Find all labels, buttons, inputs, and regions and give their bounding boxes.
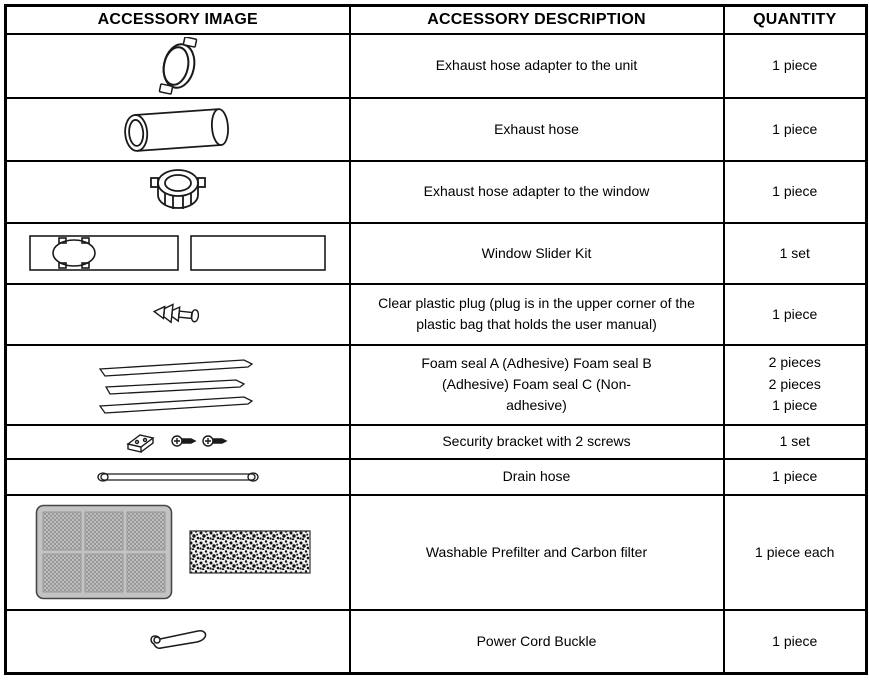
accessory-description: Window Slider Kit	[481, 244, 592, 261]
drain-hose-icon	[94, 470, 262, 484]
accessory-description: Exhaust hose adapter to the unit	[435, 57, 638, 73]
quantity-value: 2 pieces	[768, 353, 821, 370]
accessory-description-cell	[350, 345, 724, 425]
table-row	[6, 161, 867, 223]
table-row	[6, 98, 867, 161]
quantity-value: 1 piece each	[755, 543, 835, 560]
accessory-description-cell	[350, 98, 724, 161]
quantity-value: 1 set	[779, 433, 810, 449]
accessory-image-cell	[6, 284, 350, 345]
table-row	[6, 495, 867, 610]
accessory-description-cell	[350, 495, 724, 610]
window-slider-kit-icon	[29, 231, 327, 275]
quantity-cell	[724, 495, 867, 610]
quantity-cell	[724, 161, 867, 223]
accessory-image-cell	[6, 459, 350, 495]
quantity-value: 1 piece	[772, 397, 818, 414]
power-cord-buckle-icon	[146, 624, 210, 658]
accessory-description: Clear plastic plug (plug is in the upper corner of the plastic bag that holds the user manual)	[378, 295, 695, 332]
accessory-image-cell	[6, 223, 350, 284]
table-row	[6, 610, 867, 674]
filters-image-group	[9, 504, 347, 600]
quantity-cell	[724, 610, 867, 674]
header-row	[6, 6, 867, 34]
table-row	[6, 223, 867, 284]
quantity-cell	[724, 459, 867, 495]
header-accessory-image: ACCESSORY IMAGE	[6, 6, 350, 34]
quantity-value: 1 piece	[772, 305, 818, 322]
accessory-image-cell	[6, 610, 350, 674]
exhaust-hose-adapter-unit-icon	[152, 37, 204, 95]
table-row	[6, 34, 867, 98]
accessory-image-cell	[6, 98, 350, 161]
foam-seals-icon	[97, 356, 259, 414]
accessory-description: Foam seal A (Adhesive) Foam seal B (Adhesive) Foam seal C (Non-adhesive)	[421, 355, 652, 413]
quantity-value: 1 piece	[772, 183, 818, 199]
accessory-description-cell	[350, 459, 724, 495]
accessory-description-cell	[350, 223, 724, 284]
accessory-description-cell	[350, 284, 724, 345]
quantity-cell	[724, 345, 867, 425]
accessory-image-cell	[6, 161, 350, 223]
carbon-filter-icon	[189, 530, 311, 574]
quantity-value: 1 piece	[772, 57, 818, 73]
clear-plastic-plug-icon	[150, 300, 206, 328]
exhaust-hose-icon	[119, 103, 237, 155]
quantity-cell	[724, 425, 867, 459]
accessory-description-cell	[350, 34, 724, 98]
accessory-description-cell	[350, 610, 724, 674]
accessory-image-cell	[6, 425, 350, 459]
quantity-value: 1 piece	[772, 120, 818, 137]
washable-prefilter-icon	[35, 504, 173, 600]
accessory-description: Security bracket with 2 screws	[442, 433, 631, 449]
accessory-image-cell	[6, 34, 350, 98]
quantity-cell	[724, 98, 867, 161]
accessory-description-cell	[350, 425, 724, 459]
accessory-description: Power Cord Buckle	[476, 632, 597, 649]
accessory-description: Drain hose	[502, 468, 571, 484]
table-row	[6, 284, 867, 345]
accessory-description: Exhaust hose adapter to the window	[423, 183, 650, 199]
accessory-description-cell	[350, 161, 724, 223]
quantity-cell	[724, 284, 867, 345]
table-row	[6, 425, 867, 459]
quantity-cell	[724, 223, 867, 284]
table-row	[6, 459, 867, 495]
quantity-value: 2 pieces	[768, 375, 821, 392]
accessories-table	[4, 4, 868, 675]
accessory-description: Exhaust hose	[494, 120, 579, 137]
header-quantity: QUANTITY	[724, 6, 867, 34]
quantity-cell	[724, 34, 867, 98]
header-accessory-description: ACCESSORY DESCRIPTION	[350, 6, 724, 34]
accessory-image-cell	[6, 345, 350, 425]
accessory-description: Washable Prefilter and Carbon filter	[425, 543, 648, 560]
accessory-image-cell	[6, 495, 350, 610]
quantity-value: 1 piece	[772, 468, 818, 484]
quantity-value: 1 set	[779, 244, 810, 261]
security-bracket-screws-icon	[125, 428, 231, 456]
quantity-value: 1 piece	[772, 632, 818, 649]
table-row	[6, 345, 867, 425]
exhaust-hose-adapter-window-icon	[150, 164, 206, 220]
